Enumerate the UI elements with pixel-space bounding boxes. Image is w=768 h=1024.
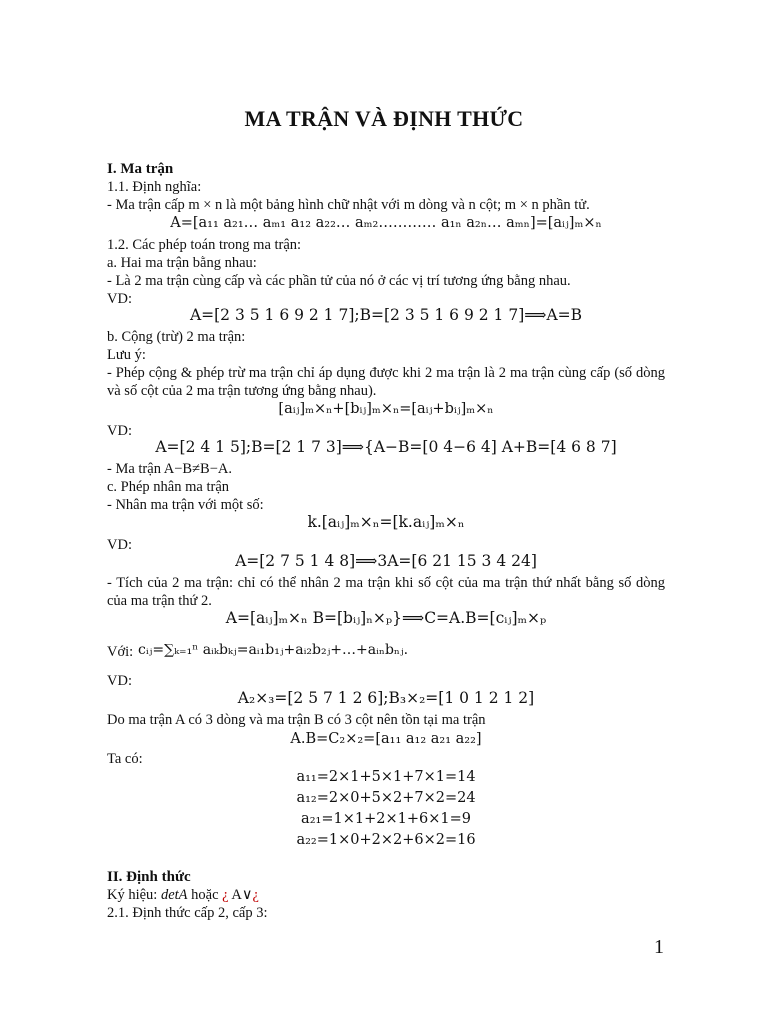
definition-text: - Ma trận cấp m × n là một bảng hình chữ nhật với m dòng và n cột; m × n phần tử. xyxy=(107,197,590,213)
equation-scalar-multiplication: k.[aᵢⱼ]ₘ×ₙ=[k.aᵢⱼ]ₘ×ₙ xyxy=(307,513,465,531)
subsection-determinant-order: 2.1. Định thức cấp 2, cấp 3: xyxy=(107,905,268,921)
equation-matrix-addition: [aᵢⱼ]ₘ×ₙ+[bᵢⱼ]ₘ×ₙ=[aᵢⱼ+bᵢⱼ]ₘ×ₙ xyxy=(278,401,494,417)
item-a-description: - Là 2 ma trận cùng cấp và các phần tử của nó ở các vị trí tương ứng bằng nhau. xyxy=(107,273,571,289)
equation-equal-matrices: A=[2 3 5 1 6 9 2 1 7];B=[2 3 5 1 6 9 2 1 7]⟹A=B xyxy=(189,306,583,324)
equation-matrix-product: A=[aᵢⱼ]ₘ×ₙ B=[bᵢⱼ]ₙ×ₚ}⟹C=A.B=[cᵢⱼ]ₘ×ₚ xyxy=(225,609,547,627)
equation-product-example: A₂×₃=[2 5 7 1 2 6];B₃×₂=[1 0 1 2 1 2] xyxy=(237,689,535,707)
notation-symbol: ¿ xyxy=(222,887,229,903)
note-text: - Phép cộng & phép trừ ma trận chỉ áp dụng được khi 2 ma trận là 2 ma trận cùng cấp (số dòng và số cột của 2 ma trận tương ứng bằng nhau). xyxy=(107,365,665,399)
notation-det: detA xyxy=(160,887,188,903)
existence-text: Do ma trận A có 3 dòng và ma trận B có 3 cột nên tồn tại ma trận xyxy=(107,712,486,728)
equation-product-element: cᵢⱼ=∑ₖ₌₁ⁿ aᵢₖbₖⱼ=aᵢ₁b₁ⱼ+aᵢ₂b₂ⱼ+…+aᵢₙbₙⱼ. xyxy=(138,642,409,658)
item-a-heading: a. Hai ma trận bằng nhau: xyxy=(107,255,257,271)
page-number: 1 xyxy=(654,936,664,958)
subsection-operations: 1.2. Các phép toán trong ma trận: xyxy=(107,237,302,253)
example-label: VD: xyxy=(107,673,132,689)
section-heading-determinant: II. Định thức xyxy=(107,869,191,885)
with-label: Với: xyxy=(107,644,134,660)
equation-addition-example: A=[2 4 1 5];B=[2 1 7 3]⟹{A−B=[0 4−6 4] A+B=[4 6 8 7] xyxy=(155,438,617,456)
item-c-heading: c. Phép nhân ma trận xyxy=(107,479,230,495)
notation-symbol: ¿ xyxy=(252,887,259,903)
equation-matrix-definition: A=[a₁₁ a₂₁… aₘ₁ a₁₂ a₂₂… aₘ₂………… a₁ₙ a₂ₙ… aₘₙ]=[aᵢⱼ]ₘ×ₙ xyxy=(170,215,602,231)
calc-line: a₁₁=2×1+5×1+7×1=14 xyxy=(296,769,476,785)
note-label: Lưu ý: xyxy=(107,347,146,363)
subsection-definition: 1.1. Định nghĩa: xyxy=(107,179,202,195)
notation-a: A∨ xyxy=(228,887,253,903)
equation-product-result: A.B=C₂×₂=[a₁₁ a₁₂ a₂₁ a₂₂] xyxy=(290,731,482,747)
scalar-multiplication-text: - Nhân ma trận với một số: xyxy=(107,497,264,513)
example-label: VD: xyxy=(107,537,132,553)
calc-line: a₁₂=2×0+5×2+7×2=24 xyxy=(296,790,476,806)
notation-line xyxy=(107,886,259,904)
non-commutative-note: - Ma trận A−B≠B−A. xyxy=(107,461,232,477)
example-label: VD: xyxy=(107,291,132,307)
item-b-heading: b. Cộng (trừ) 2 ma trận: xyxy=(107,329,246,345)
equation-scalar-example: A=[2 7 5 1 4 8]⟹3A=[6 21 15 3 4 24] xyxy=(235,552,537,570)
notation-prefix: Ký hiệu: xyxy=(107,887,161,903)
calc-line: a₂₂=1×0+2×2+6×2=16 xyxy=(296,832,476,848)
matrix-product-text: - Tích của 2 ma trận: chỉ có thể nhân 2 ma trận khi số cột của ma trận thứ nhất bằng số dòng của ma trận thứ 2. xyxy=(107,575,665,609)
example-label: VD: xyxy=(107,423,132,439)
section-heading-matrix: I. Ma trận xyxy=(107,161,174,177)
notation-mid: hoặc xyxy=(187,887,223,903)
page-title: MA TRẬN VÀ ĐỊNH THỨC xyxy=(244,106,524,131)
calc-line: a₂₁=1×1+2×1+6×1=9 xyxy=(301,811,471,827)
we-have-label: Ta có: xyxy=(107,751,143,767)
